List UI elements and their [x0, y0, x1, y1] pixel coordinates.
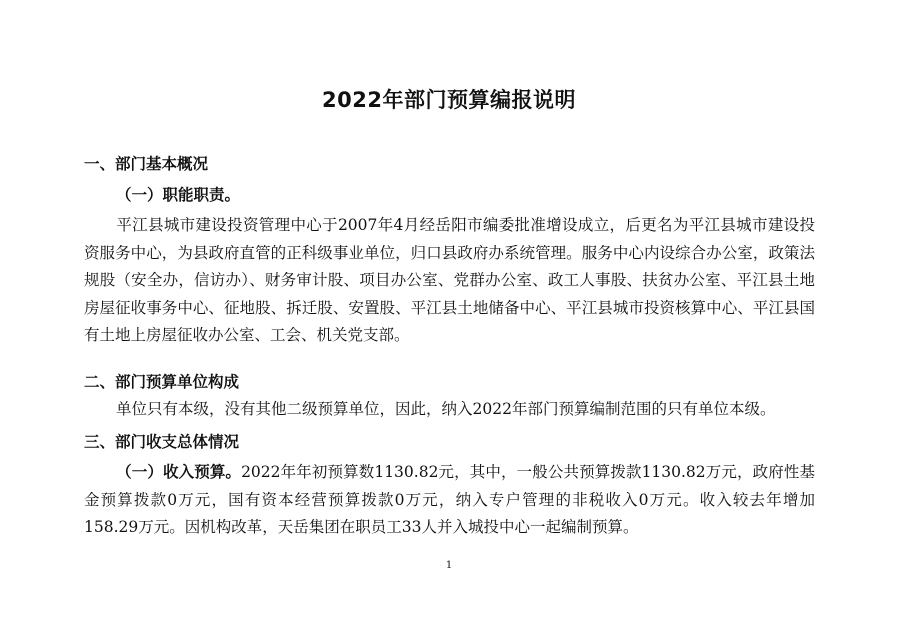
section-1-sub-1-heading: （一）职能职责。: [116, 185, 241, 204]
section-1-sub-1-text: 平江县城市建设投资管理中心于2007年4月经岳阳市编委批准增设成立，后更名为平江县城市建设投资服务中心，为县政府直管的正科级事业单位，归口县政府办系统管理。服务中心内设综合办公室，政策法规股（安全办，信访办）、财务审计股、项目办公室、党群办公室、政工人事股、扶贫办公室、平江县土地房屋征收事务中心、征地股、拆迁股、安置股、平江县土地储备中心、平江县城市投资核算中心、平江县国有土地上房屋征收办公室、工会、机关党支部。: [84, 216, 815, 344]
section-2-heading: 二、部门预算单位构成: [84, 373, 240, 391]
page-number: 1: [445, 560, 453, 571]
section-3-sub-1-text: 2022年年初预算数1130.82元，其中，一般公共预算拨款1130.82万元，政府性基金预算拨款0万元，国有资本经营预算拨款0万元，纳入专户管理的非税收入0万元。收入较去年增加158.29万元。因机构改革，天岳集团在职员工33人并入城投中心一起编制预算。: [84, 463, 815, 536]
section-3-heading: 三、部门收支总体情况: [84, 433, 240, 451]
section-3-sub-1-paragraph: [84, 458, 815, 542]
section-1-heading: 一、部门基本概况: [84, 155, 209, 173]
section-2-text: 单位只有本级，没有其他二级预算单位，因此，纳入2022年部门预算编制范围的只有单位本级。: [116, 400, 776, 418]
section-1-sub-1-paragraph: [84, 212, 815, 350]
section-2-paragraph: [84, 396, 815, 424]
section-3-sub-1-heading: （一）收入预算。: [116, 462, 242, 481]
document-title: 2022年部门预算编报说明: [322, 88, 576, 112]
